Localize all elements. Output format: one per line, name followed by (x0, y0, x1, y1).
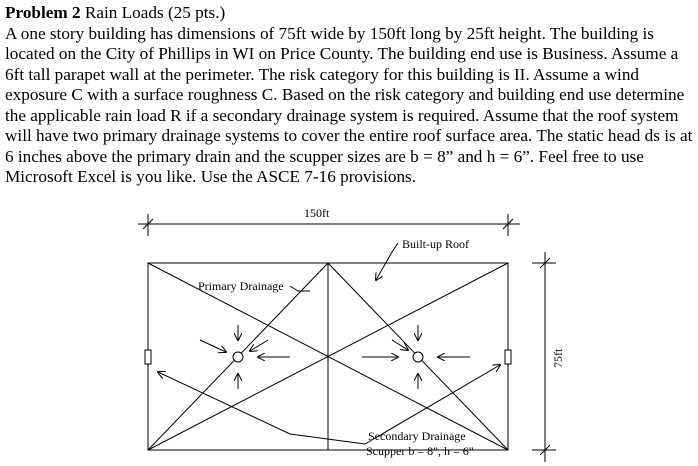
scupper-label: Scupper b = 8", h = 6" (366, 444, 474, 458)
width-label: 75ft (551, 348, 565, 368)
length-label: 150ft (304, 206, 330, 220)
primary-drain-right (413, 352, 423, 362)
problem-heading: Problem 2 (5, 3, 81, 22)
roof-label: Built-up Roof (402, 237, 470, 251)
secondary-drainage-label: Secondary Drainage (368, 429, 466, 443)
leader-lines (158, 243, 500, 444)
problem-title: Rain Loads (25 pts.) (84, 3, 226, 22)
scupper-right (505, 350, 511, 364)
problem-body: A one story building has dimensions of 75ft wide by 150ft long by 25ft height. The building is located on the City of Phillips in WI on Price County. The building end use is Business. Assume a 6ft tall parapet wall at the perimeter. The risk category for this building is II. Assume a wind exposure C with a surface roughness C. Based on the risk category and building end use determine the applicable rain load R if a secondary drainage system is required. Assume that the roof system will have two primary drainage systems to cover the entire roof surface area. The static head ds is at 6 inches above the primary drain and the scupper sizes are b = 8” and h = 6”. Feel free to use Microsoft Excel is you like. Use the ASCE 7-16 provisions. (5, 23, 693, 186)
scupper-left (145, 350, 151, 364)
primary-drain-left (233, 352, 243, 362)
primary-drainage-label: Primary Drainage (198, 279, 284, 293)
